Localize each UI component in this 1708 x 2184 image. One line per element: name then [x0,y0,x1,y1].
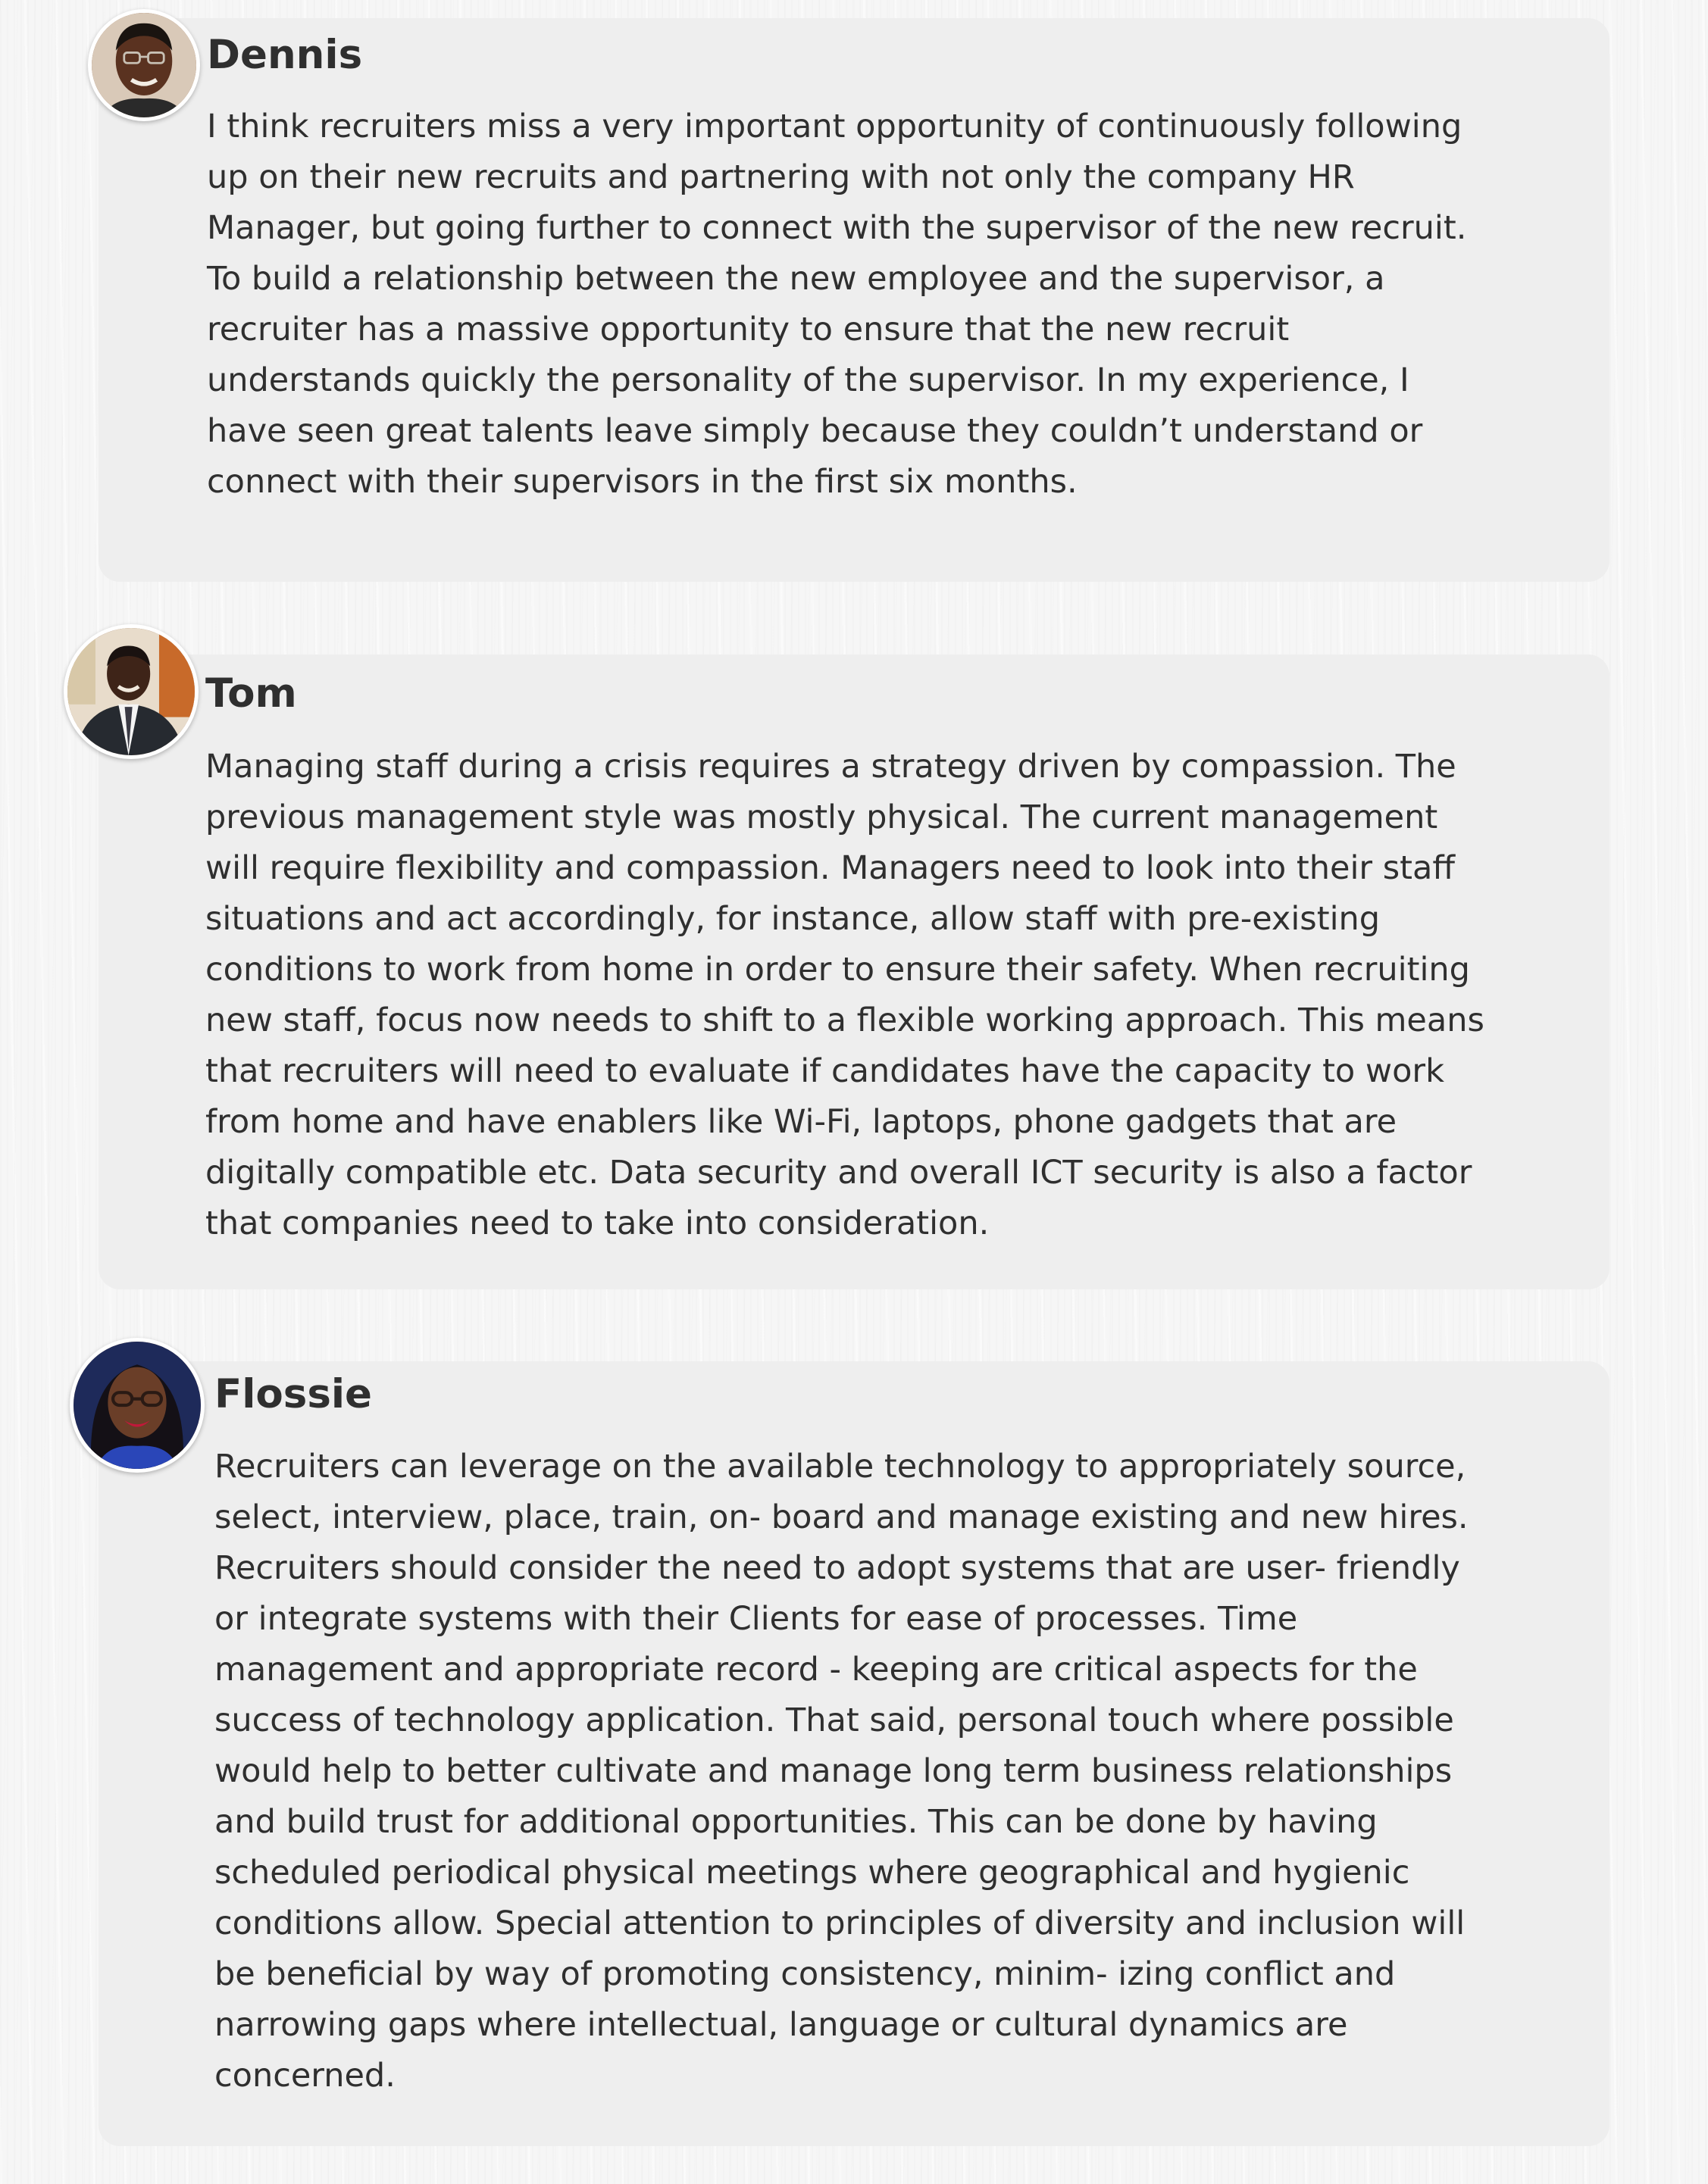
commenter-name: Dennis [207,32,363,78]
avatar-dennis [88,9,200,121]
comment-text: Managing staff during a crisis requires a strategy driven by compassion. The previous management style was mostly physical. The current management will require flexibility and compassion. Managers need to look into their staff situations and act accordingly, for instance, allow staff with pre-existing conditions to work from home in order to ensure their safety. When recruiting new staff, focus now needs to shift to a flexible working approach. This means that recruiters will need to evaluate if candidates have the capacity to work from home and have enablers like Wi-Fi, laptops, phone gadgets that are digitally compatible etc. Data security and overall ICT security is also a factor that companies need to take into consideration. [205,748,1484,1242]
comment-text: I think recruiters miss a very important opportunity of continuously following up on their new recruits and partnering with not only the company HR Manager, but going further to connect with the supervisor of the new recruit. To build a relationship between the new employee and the supervisor, a recruiter has a massive opportunity to ensure that the new recruit understands quickly the personality of the supervisor. In my experience, I have seen great talents leave simply because they couldn’t understand or connect with their supervisors in the first six months. [207,108,1467,501]
person-avatar-icon [67,628,195,755]
commenter-name: Flossie [214,1371,372,1417]
comment-text: Recruiters can leverage on the available technology to appropriately source, select, interview, place, train, on- board and manage existing and new hires. Recruiters should consider the need to adopt systems that are user- friendly or integrate systems with their Clients for ease of processes. Time management and appropriate record - keeping are critical aspects for the success of technology application. That said, personal touch where possible would help to better cultivate and manage long term business relationships and build trust for additional opportunities. This can be done by having scheduled periodical physical meetings where geographical and hygienic conditions allow. Special attention to principles of diversity and inclusion will be beneficial by way of promoting consistency, minim- izing conflict and narrowing gaps where intellectual, language or cultural dynamics are concerned. [214,1448,1469,2095]
commenter-name: Tom [205,670,297,717]
person-avatar-icon [74,1342,201,1469]
avatar-tom [64,624,199,759]
person-avatar-icon [92,13,196,117]
avatar-flossie [70,1338,205,1473]
